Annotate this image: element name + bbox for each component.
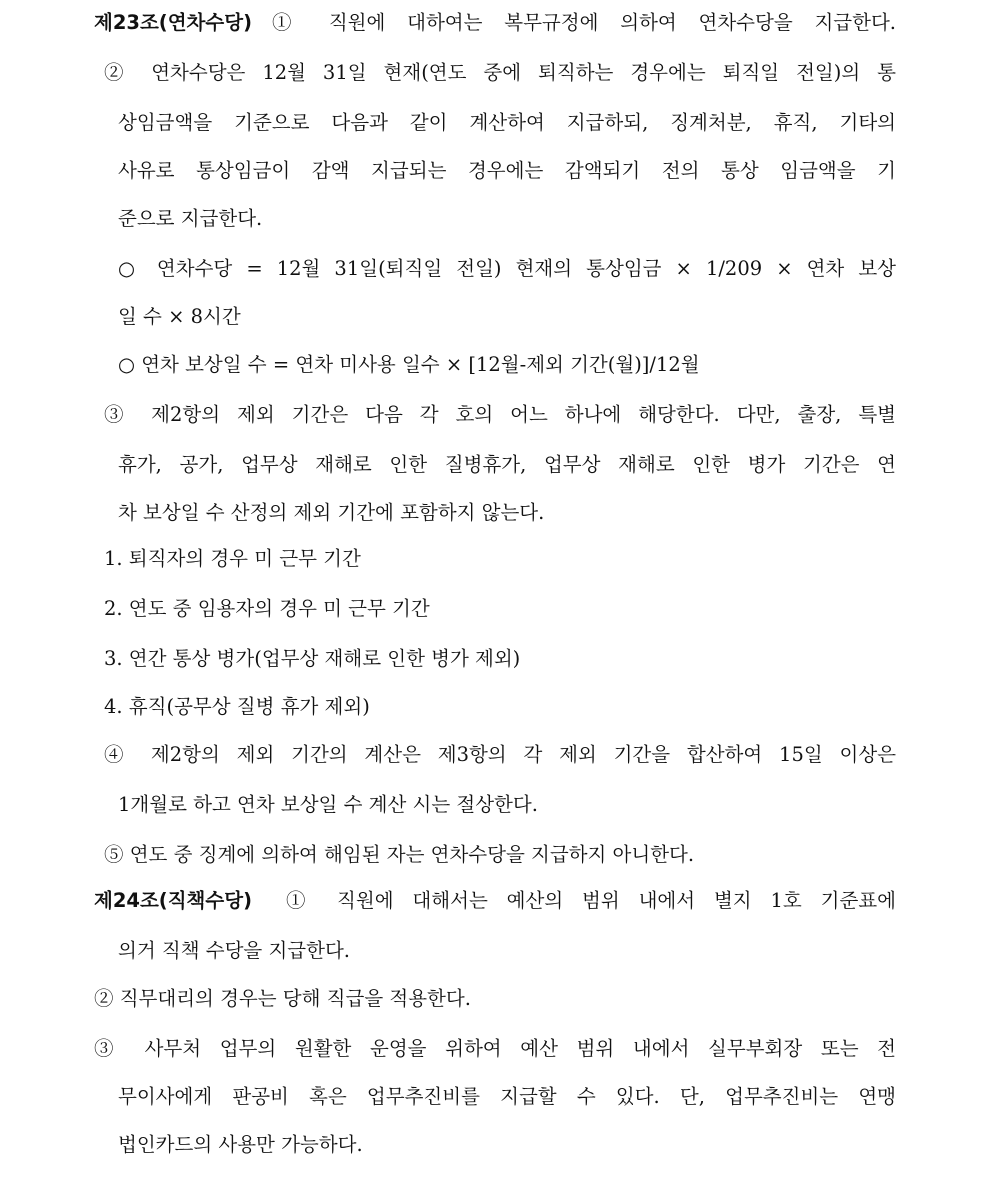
article-24-para-3-line-3: 법인카드의 사용만 가능하다. xyxy=(118,1133,363,1156)
article-24-para-1-line-1: ① 직원에 대해서는 예산의 범위 내에서 별지 1호 기준표에 xyxy=(286,889,896,912)
list-item-2: 2. 연도 중 임용자의 경우 미 근무 기간 xyxy=(104,597,430,620)
article-23-para-3-line-1: ③ 제2항의 제외 기간은 다음 각 호의 어느 하나에 해당한다. 다만, 출장, 특별 xyxy=(104,403,896,426)
article-24-para-1-line-2: 의거 직책 수당을 지급한다. xyxy=(118,939,351,962)
article-23-para-4-line-2: 1개월로 하고 연차 보상일 수 계산 시는 절상한다. xyxy=(118,793,538,816)
formula-compensation-days: ○ 연차 보상일 수 = 연차 미사용 일수 × [12월-제외 기간(월)]/12월 xyxy=(118,353,700,376)
article-23-para-2-line-1: ② 연차수당은 12월 31일 현재(연도 중에 퇴직하는 경우에는 퇴직일 전일)의 통 xyxy=(104,61,896,84)
article-23-para-2-line-3: 사유로 통상임금이 감액 지급되는 경우에는 감액되기 전의 통상 임금액을 기 xyxy=(118,159,896,182)
list-item-4: 4. 휴직(공무상 질병 휴가 제외) xyxy=(104,695,370,718)
article-23-para-5: ⑤ 연도 중 징계에 의하여 해임된 자는 연차수당을 지급하지 아니한다. xyxy=(104,843,695,866)
article-23-para-4-line-1: ④ 제2항의 제외 기간의 계산은 제3항의 각 제외 기간을 합산하여 15일 이상은 xyxy=(104,743,896,766)
formula-annual-leave-pay: ○ 연차수당 = 12월 31일(퇴직일 전일) 현재의 통상임금 × 1/209 × 연차 보상 xyxy=(118,257,896,280)
article-23-para-2-line-4: 준으로 지급한다. xyxy=(118,207,263,230)
article-23-para-2-line-2: 상임금액을 기준으로 다음과 같이 계산하여 지급하되, 징계처분, 휴직, 기타의 xyxy=(118,111,896,134)
article-24-para-2: ② 직무대리의 경우는 당해 직급을 적용한다. xyxy=(94,987,471,1010)
article-24-heading: 제24조(직책수당) xyxy=(94,889,252,912)
article-23-para-1: ① 직원에 대하여는 복무규정에 의하여 연차수당을 지급한다. xyxy=(272,11,896,34)
article-23-heading: 제23조(연차수당) xyxy=(94,11,252,34)
article-24-para-3-line-2: 무이사에게 판공비 혹은 업무추진비를 지급할 수 있다. 단, 업무추진비는 연맹 xyxy=(118,1085,896,1108)
article-23-para-3-line-3: 차 보상일 수 산정의 제외 기간에 포함하지 않는다. xyxy=(118,501,545,524)
list-item-1: 1. 퇴직자의 경우 미 근무 기간 xyxy=(104,547,361,570)
list-item-3: 3. 연간 통상 병가(업무상 재해로 인한 병가 제외) xyxy=(104,647,521,670)
article-24-para-3-line-1: ③ 사무처 업무의 원활한 운영을 위하여 예산 범위 내에서 실무부회장 또는 전 xyxy=(94,1037,896,1060)
formula-annual-leave-pay-cont: 일 수 × 8시간 xyxy=(118,305,241,328)
article-23-para-3-line-2: 휴가, 공가, 업무상 재해로 인한 질병휴가, 업무상 재해로 인한 병가 기간은 연 xyxy=(118,453,896,476)
